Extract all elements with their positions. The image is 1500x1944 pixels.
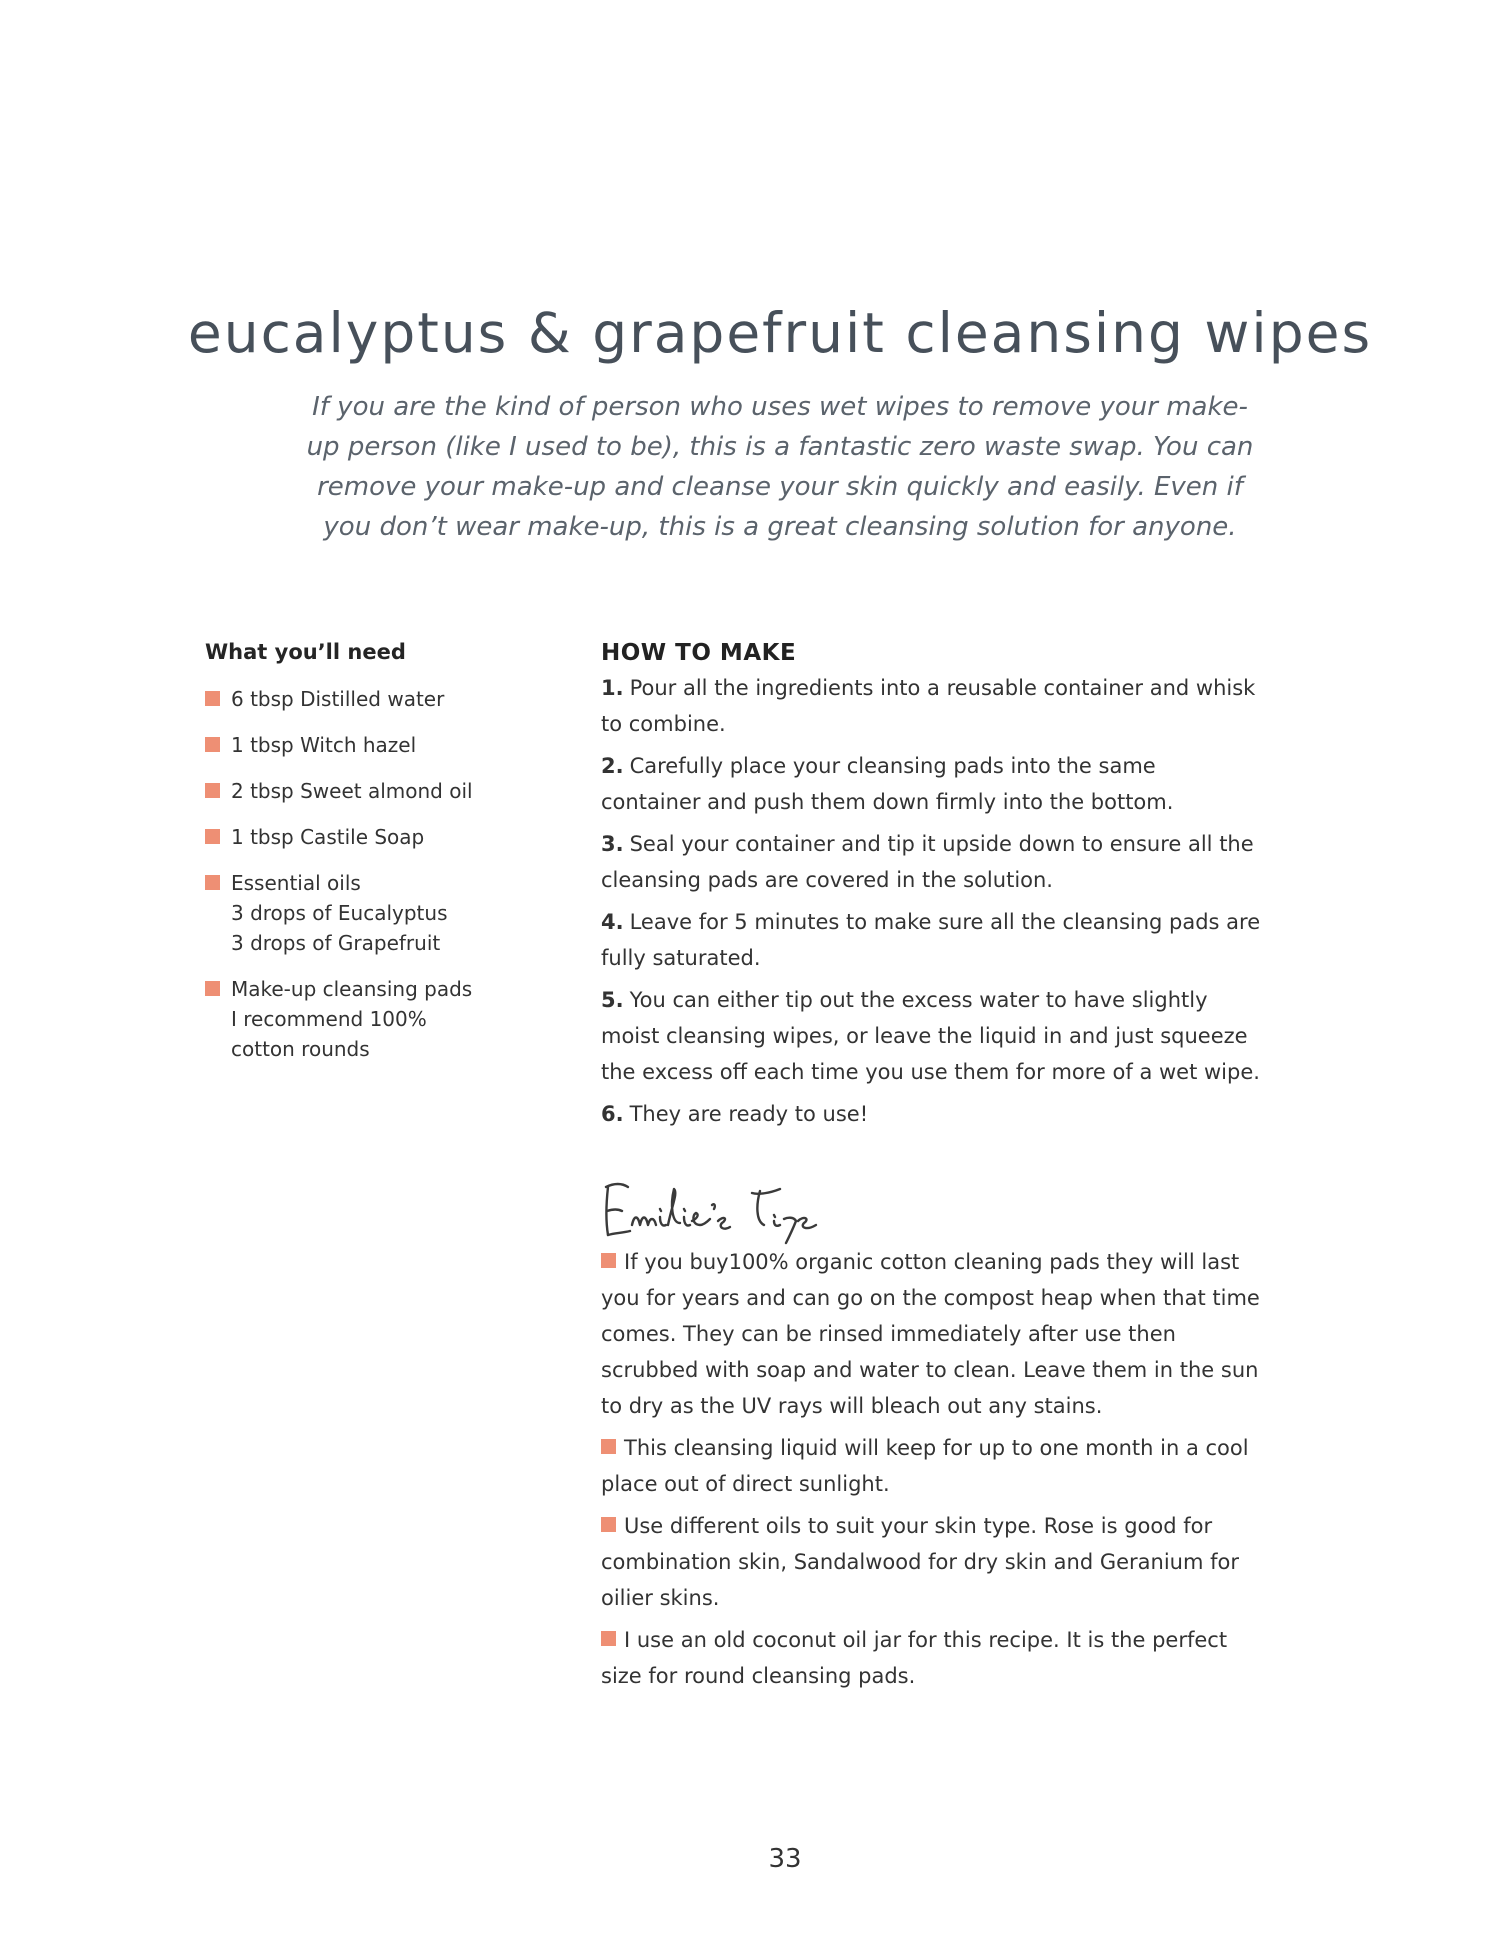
bullet-square-icon xyxy=(601,1631,616,1646)
ingredient-item xyxy=(205,776,525,806)
ingredient-label: 1 tbsp Castile Soap xyxy=(231,825,425,849)
tip-item xyxy=(601,1622,1261,1694)
ingredient-detail: 3 drops of Eucalyptus xyxy=(231,901,448,925)
step-number: 6. xyxy=(601,1102,624,1126)
step-number: 5. xyxy=(601,988,624,1012)
bullet-square-icon xyxy=(601,1517,616,1532)
step-text: Seal your container and tip it upside down to ensure all the cleansing pads are covered in the solution. xyxy=(601,832,1254,892)
ingredient-label: Make-up cleansing pads xyxy=(231,977,473,1001)
step-text: Leave for 5 minutes to make sure all the cleansing pads are fully saturated. xyxy=(601,910,1261,970)
step-item xyxy=(601,1096,1261,1132)
tip-item xyxy=(601,1244,1261,1424)
page-title: eucalyptus & grapefruit cleansing wipes xyxy=(187,301,1373,365)
ingredient-label: 2 tbsp Sweet almond oil xyxy=(231,779,473,803)
step-item xyxy=(601,826,1261,898)
how-to-make-section xyxy=(601,640,1261,1138)
tip-text: Use different oils to suit your skin type. Rose is good for combination skin, Sandalwood for dry skin and Geranium for oilier skins. xyxy=(601,1514,1239,1610)
bullet-square-icon xyxy=(205,981,220,996)
ingredients-section xyxy=(205,640,525,1080)
step-number: 3. xyxy=(601,832,624,856)
ingredient-item xyxy=(205,974,525,1064)
tips-section xyxy=(601,1244,1261,1700)
step-text: They are ready to use! xyxy=(629,1102,869,1126)
ingredient-item xyxy=(205,730,525,760)
bullet-square-icon xyxy=(601,1253,616,1268)
bullet-square-icon xyxy=(205,737,220,752)
step-text: Carefully place your cleansing pads into the same container and push them down firmly into the bottom. xyxy=(601,754,1174,814)
intro-paragraph: If you are the kind of person who uses wet wipes to remove your make-up person (like I used to be), this is a fantastic zero waste swap. You can remove your make-up and cleanse your skin quickly and easily. Even if you don’t wear make-up, this is a great cleansing solution for anyone. xyxy=(306,392,1254,542)
ingredient-item xyxy=(205,868,525,958)
ingredient-detail: cotton rounds xyxy=(231,1037,370,1061)
step-item xyxy=(601,670,1261,742)
tip-text: I use an old coconut oil jar for this recipe. It is the perfect size for round cleansing pads. xyxy=(601,1628,1228,1688)
ingredient-detail: I recommend 100% xyxy=(231,1007,427,1031)
tips-list xyxy=(601,1244,1261,1694)
bullet-square-icon xyxy=(205,783,220,798)
ingredient-label: 6 tbsp Distilled water xyxy=(231,687,445,711)
bullet-square-icon xyxy=(205,829,220,844)
step-number: 2. xyxy=(601,754,624,778)
ingredient-label: 1 tbsp Witch hazel xyxy=(231,733,417,757)
bullet-square-icon xyxy=(205,875,220,890)
tip-item xyxy=(601,1508,1261,1616)
ingredient-label: Essential oils xyxy=(231,871,361,895)
step-item xyxy=(601,748,1261,820)
step-item xyxy=(601,982,1261,1090)
bullet-square-icon xyxy=(205,691,220,706)
tip-text: This cleansing liquid will keep for up to one month in a cool place out of direct sunlight. xyxy=(601,1436,1249,1496)
how-to-make-heading: HOW TO MAKE xyxy=(601,640,797,666)
step-item xyxy=(601,904,1261,976)
bullet-square-icon xyxy=(601,1439,616,1454)
tip-item xyxy=(601,1430,1261,1502)
ingredient-detail: 3 drops of Grapefruit xyxy=(231,931,441,955)
ingredients-heading: What you’ll need xyxy=(205,640,406,664)
steps-list xyxy=(601,670,1261,1132)
handwritten-tips-heading xyxy=(600,1175,860,1245)
step-text: You can either tip out the excess water to have slightly moist cleansing wipes, or leave the liquid in and just squeeze the excess off each time you use them for more of a wet wipe. xyxy=(601,988,1260,1084)
ingredient-item xyxy=(205,684,525,714)
ingredients-list xyxy=(205,684,525,1064)
step-text: Pour all the ingredients into a reusable container and whisk to combine. xyxy=(601,676,1256,736)
step-number: 4. xyxy=(601,910,624,934)
tip-text: If you buy100% organic cotton cleaning pads they will last you for years and can go on the compost heap when that time comes. They can be rinsed immediately after use then scrubbed with soap and water to clean. Leave them in the sun to dry as the UV rays will bleach out any stains. xyxy=(601,1250,1260,1418)
step-number: 1. xyxy=(601,676,624,700)
page-number: 33 xyxy=(768,1844,802,1874)
ingredient-item xyxy=(205,822,525,852)
tips-heading-signature xyxy=(600,1175,860,1245)
